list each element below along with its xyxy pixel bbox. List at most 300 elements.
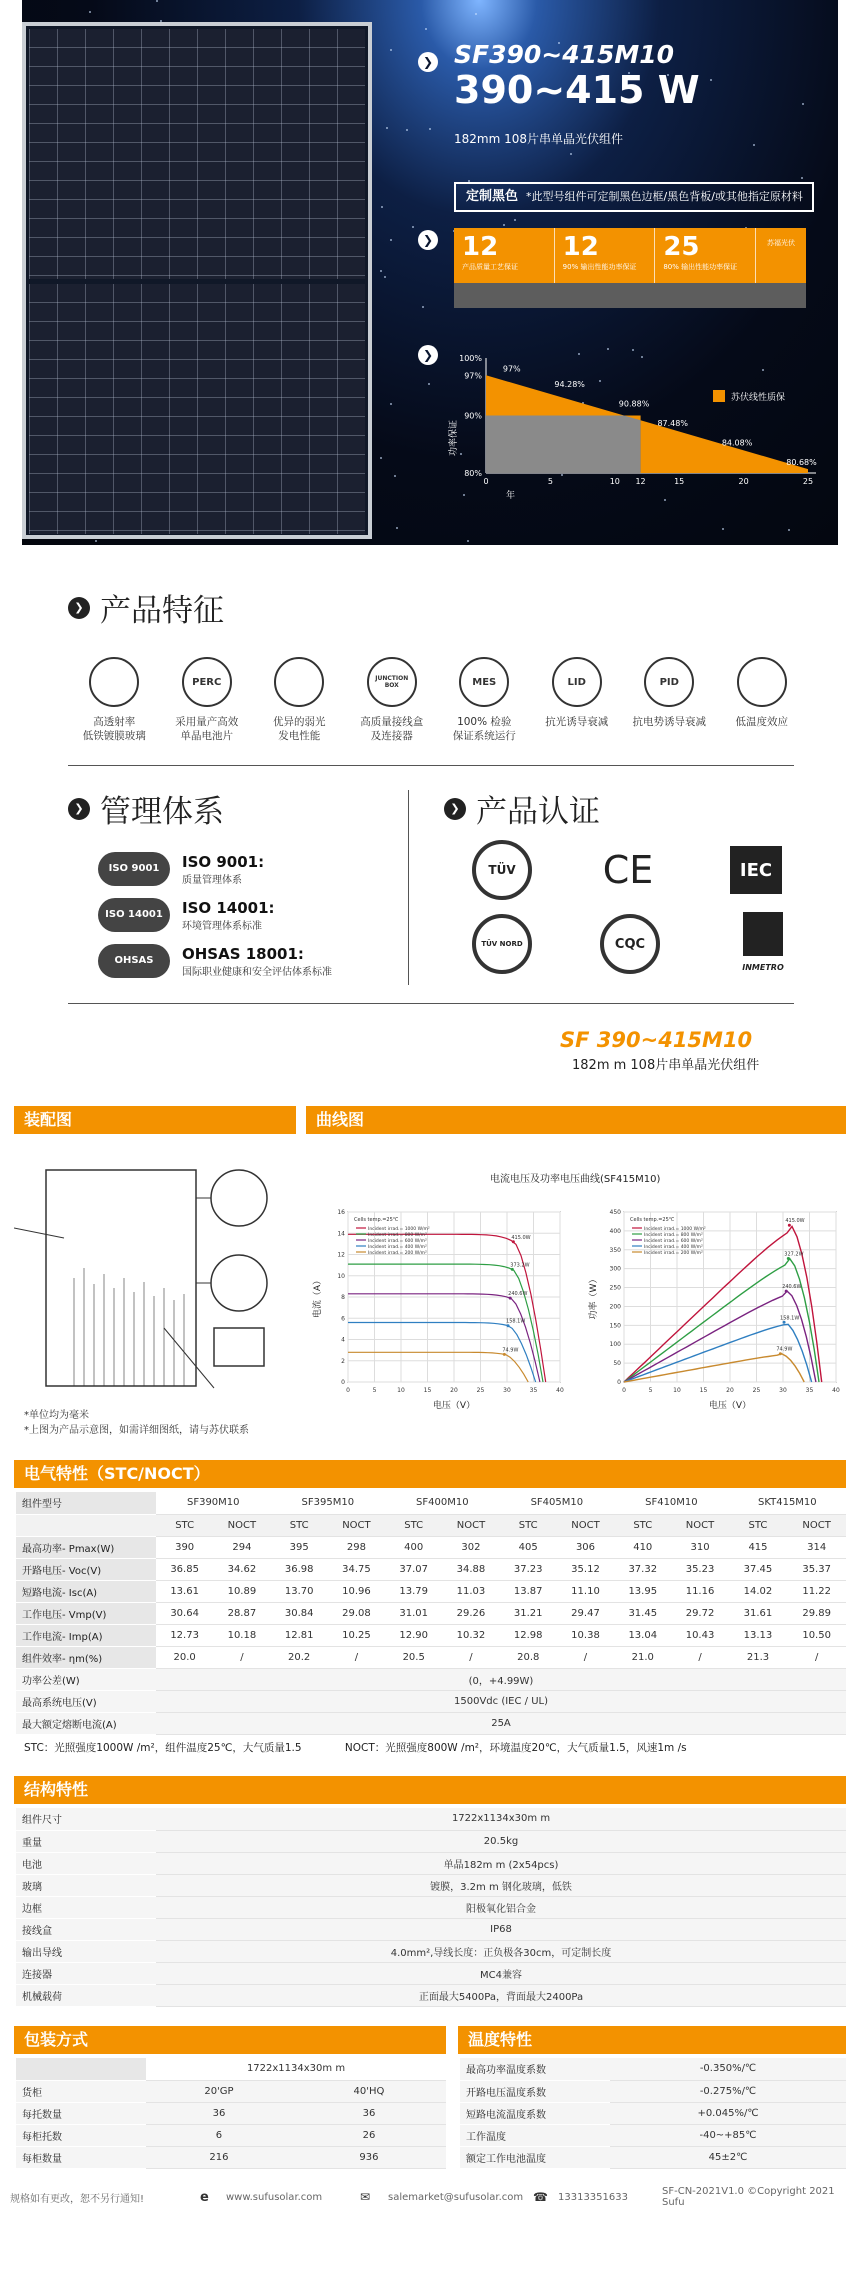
row-label: 最大额定熔断电流(A) bbox=[16, 1712, 156, 1734]
warranty-caption: 90% 输出性能功率保证 bbox=[562, 263, 637, 271]
footer-notice: 规格如有更改，恕不另行通知! bbox=[10, 2193, 145, 2205]
feature-icon: PERC bbox=[182, 657, 232, 707]
feature-label: 采用量产高效 bbox=[175, 716, 239, 728]
warranty-caption: 80% 输出性能功率保证 bbox=[663, 263, 738, 271]
footer-phone: 13313351633 bbox=[558, 2191, 628, 2203]
power-label: 415.0W bbox=[511, 1234, 531, 1241]
table-row bbox=[16, 1690, 846, 1712]
stc-header: STC bbox=[271, 1514, 328, 1536]
chart-annotation: Cells temp.=25℃ bbox=[630, 1217, 675, 1223]
mail-icon: ✉ bbox=[360, 2190, 371, 2204]
star bbox=[390, 49, 392, 51]
table-cell: 34.75 bbox=[328, 1558, 385, 1580]
iso-name: ISO 14001: bbox=[182, 898, 275, 917]
row-label: 短路电流温度系数 bbox=[460, 2102, 610, 2124]
feature-item bbox=[438, 657, 531, 743]
y-tick-label: 250 bbox=[609, 1284, 621, 1292]
table-row bbox=[460, 2124, 846, 2146]
feature-icon: MES bbox=[459, 657, 509, 707]
star bbox=[89, 11, 91, 13]
star bbox=[467, 540, 469, 542]
row-label: 最高功率温度系数 bbox=[460, 2058, 610, 2080]
table-cell: 35.23 bbox=[671, 1558, 728, 1580]
stc-header: STC bbox=[385, 1514, 442, 1536]
feature-item bbox=[346, 657, 439, 743]
star bbox=[503, 224, 505, 226]
row-label: 电池 bbox=[16, 1852, 156, 1874]
table-header-row bbox=[16, 1492, 846, 1514]
table-cell: MC4兼容 bbox=[156, 1962, 846, 1984]
table-cell: 30.84 bbox=[271, 1602, 328, 1624]
table-cell: / bbox=[671, 1646, 728, 1668]
chevron-right-icon: ❯ bbox=[444, 798, 466, 820]
table-cell: / bbox=[442, 1646, 499, 1668]
table-header-row bbox=[16, 2058, 446, 2080]
features-heading bbox=[68, 585, 224, 630]
star bbox=[788, 529, 790, 531]
table-cell: 395 bbox=[271, 1536, 328, 1558]
y-tick-label: 50 bbox=[613, 1360, 621, 1368]
table-cell: 13.70 bbox=[271, 1580, 328, 1602]
decay-warranty-chart bbox=[448, 348, 838, 508]
table-cell: 镀膜，3.2m m 钢化玻璃，低铁 bbox=[156, 1874, 846, 1896]
row-label: 每柜托数 bbox=[16, 2124, 146, 2146]
table-cell: 单晶182m m (2x54pcs) bbox=[156, 1852, 846, 1874]
table-row bbox=[16, 1668, 846, 1690]
table-cell: 31.61 bbox=[729, 1602, 788, 1624]
star bbox=[386, 127, 388, 129]
table-cell: 14.02 bbox=[729, 1580, 788, 1602]
table-cell: 936 bbox=[292, 2146, 446, 2168]
iso-badge: ISO 14001 bbox=[98, 898, 170, 932]
table-row bbox=[16, 1940, 846, 1962]
iso-9001 bbox=[98, 852, 264, 886]
table-row bbox=[16, 2102, 446, 2124]
row-label: 工作电流- Imp(A) bbox=[16, 1624, 156, 1646]
table-cell: 20'GP bbox=[146, 2080, 292, 2102]
warranty-bar bbox=[454, 228, 806, 283]
model-header: SKT415M10 bbox=[729, 1492, 846, 1514]
legend-entry: Incident irrad.= 200 W/m² bbox=[644, 1251, 703, 1256]
power-label: 373.2W bbox=[510, 1262, 530, 1269]
star bbox=[381, 206, 383, 208]
table-cell: 13.87 bbox=[500, 1580, 557, 1602]
vertical-divider bbox=[408, 790, 409, 985]
table-row bbox=[16, 1852, 846, 1874]
star bbox=[422, 306, 424, 308]
tuv-nord-logo: TÜV NORD bbox=[472, 914, 532, 974]
divider bbox=[68, 1003, 794, 1004]
footer-copyright: SF-CN-2021V1.0 ©Copyright 2021 Sufu bbox=[662, 2186, 835, 2208]
pv-curve-chart bbox=[586, 1192, 846, 1412]
packing-heading: 包装方式 bbox=[14, 2026, 446, 2054]
legend-entry: Incident irrad.= 800 W/m² bbox=[644, 1233, 703, 1238]
table-cell: / bbox=[328, 1646, 385, 1668]
table-row bbox=[460, 2080, 846, 2102]
table-cell: 10.32 bbox=[442, 1624, 499, 1646]
noct-header: NOCT bbox=[671, 1514, 728, 1536]
table-cell: 36 bbox=[146, 2102, 292, 2124]
y-tick-label: 350 bbox=[609, 1246, 621, 1254]
table-cell: 37.23 bbox=[500, 1558, 557, 1580]
legend-entry: Incident irrad.= 400 W/m² bbox=[368, 1245, 427, 1250]
model-header: SF410M10 bbox=[614, 1492, 729, 1514]
table-cell: 6 bbox=[146, 2124, 292, 2146]
model-header: SF390M10 bbox=[156, 1492, 271, 1514]
row-label: 额定工作电池温度 bbox=[460, 2146, 610, 2168]
feature-label: 发电性能 bbox=[278, 730, 321, 742]
feature-label: 优异的弱光 bbox=[273, 716, 326, 728]
phone-icon: ☎ bbox=[533, 2190, 548, 2204]
stc-header: STC bbox=[729, 1514, 788, 1536]
row-label: 玻璃 bbox=[16, 1874, 156, 1896]
table-cell: 10.50 bbox=[787, 1624, 846, 1646]
legend-entry: Incident irrad.= 600 W/m² bbox=[368, 1239, 427, 1244]
noct-header: NOCT bbox=[328, 1514, 385, 1536]
warranty-item bbox=[655, 228, 756, 283]
frame-profile bbox=[214, 1328, 264, 1366]
tuv-logo: TÜV bbox=[472, 840, 532, 900]
decay-xlabel: 年 bbox=[506, 491, 516, 501]
packing-table bbox=[16, 2058, 446, 2169]
panel-upper-half bbox=[29, 29, 365, 279]
table-row bbox=[16, 1558, 846, 1580]
row-label: 连接器 bbox=[16, 1962, 156, 1984]
custom-black-label: 定制黑色 bbox=[466, 189, 519, 204]
table-cell: 20.5 bbox=[385, 1646, 442, 1668]
table-cell: 21.3 bbox=[729, 1646, 788, 1668]
iso-14001 bbox=[98, 898, 275, 932]
ce-logo: CE bbox=[602, 848, 654, 892]
noct-header: NOCT bbox=[213, 1514, 270, 1536]
x-axis-label: 电压（V） bbox=[432, 1401, 476, 1411]
table-cell: 12.81 bbox=[271, 1624, 328, 1646]
iso-badge: OHSAS 18001 bbox=[98, 944, 170, 978]
x-axis-label: 电压（V） bbox=[708, 1401, 752, 1411]
power-label: 158.1W bbox=[506, 1318, 526, 1325]
table-cell: 12.73 bbox=[156, 1624, 213, 1646]
table-cell: 正面最大5400Pa，背面最大2400Pa bbox=[156, 1984, 846, 2006]
table-cell: / bbox=[787, 1646, 846, 1668]
feature-label: 抗光诱导衰减 bbox=[545, 716, 609, 728]
decay-value-label: 94.28% bbox=[554, 379, 585, 389]
star bbox=[428, 383, 430, 385]
table-row bbox=[16, 2124, 446, 2146]
iv-curve-chart bbox=[310, 1192, 570, 1412]
table-row bbox=[16, 1874, 846, 1896]
star bbox=[802, 103, 804, 105]
y-tick-label: 0 bbox=[341, 1379, 345, 1386]
legend-swatch bbox=[713, 390, 725, 402]
y-tick-label: 16 bbox=[337, 1209, 345, 1216]
decay-value-label: 87.48% bbox=[657, 418, 688, 428]
table-cell: 37.32 bbox=[614, 1558, 671, 1580]
table-cell: 11.16 bbox=[671, 1580, 728, 1602]
iso-desc: 质量管理体系 bbox=[182, 874, 242, 886]
row-label: 机械载荷 bbox=[16, 1984, 156, 2006]
iso-name: OHSAS 18001: bbox=[182, 944, 304, 963]
model-header: SF395M10 bbox=[271, 1492, 386, 1514]
model-header: SF405M10 bbox=[500, 1492, 615, 1514]
star bbox=[412, 226, 414, 228]
decay-value-label: 84.08% bbox=[721, 438, 753, 448]
legend-entry: Incident irrad.= 1000 W/m² bbox=[644, 1227, 706, 1232]
leader-line bbox=[164, 1328, 214, 1388]
table-cell: 12.90 bbox=[385, 1624, 442, 1646]
table-cell: -0.275%/℃ bbox=[610, 2080, 846, 2102]
model-header: SF400M10 bbox=[385, 1492, 500, 1514]
table-row bbox=[16, 1712, 846, 1734]
hero-subtitle: 182mm 108片串单晶光伏组件 bbox=[454, 132, 624, 146]
table-row bbox=[16, 1808, 846, 1830]
star bbox=[475, 13, 477, 15]
custom-black-box bbox=[454, 182, 814, 212]
warranty-number: 12 bbox=[462, 232, 499, 262]
assembly-note: *单位均为毫米 bbox=[24, 1410, 89, 1421]
table-cell: 25A bbox=[156, 1712, 846, 1734]
noct-header: NOCT bbox=[557, 1514, 614, 1536]
footer-email[interactable]: salemarket@sufusolar.com bbox=[388, 2191, 524, 2203]
table-cell: 13.95 bbox=[614, 1580, 671, 1602]
table-cell: 314 bbox=[787, 1536, 846, 1558]
star bbox=[394, 475, 396, 477]
power-label: 74.9W bbox=[776, 1346, 793, 1353]
chevron-right-icon: ❯ bbox=[418, 52, 438, 72]
power-label: 74.9W bbox=[502, 1347, 519, 1354]
table-cell: 1500Vdc (IEC / UL) bbox=[156, 1690, 846, 1712]
x-tick-label: 20 bbox=[450, 1387, 458, 1394]
table-cell: IP68 bbox=[156, 1918, 846, 1940]
star bbox=[156, 0, 158, 2]
y-tick-label: 14 bbox=[337, 1230, 345, 1238]
detail-circle-top bbox=[211, 1170, 267, 1226]
table-cell: 26 bbox=[292, 2124, 446, 2146]
x-tick-label: 5 bbox=[547, 477, 553, 486]
warranty-caption: 产品质量工艺保证 bbox=[462, 263, 518, 271]
table-cell: 13.79 bbox=[385, 1580, 442, 1602]
table-cell: 29.08 bbox=[328, 1602, 385, 1624]
grey-block bbox=[486, 416, 641, 474]
x-tick-label: 15 bbox=[699, 1387, 708, 1394]
power-range-title: 390~415 W bbox=[454, 68, 700, 112]
warranty-shadow bbox=[454, 283, 806, 308]
electrical-table bbox=[16, 1492, 846, 1735]
assembly-note: *上图为产品示意图，如需详细图纸，请与苏伏联系 bbox=[24, 1425, 249, 1436]
iso-desc: 环境管理体系标准 bbox=[182, 920, 262, 932]
inmetro-logo: INMETRO bbox=[735, 912, 791, 972]
y-tick-label: 450 bbox=[609, 1209, 621, 1216]
features-title: 产品特征 bbox=[100, 593, 224, 629]
table-cell: 20.5kg bbox=[156, 1830, 846, 1852]
feature-list bbox=[68, 657, 808, 743]
star bbox=[95, 540, 97, 542]
table-cell: 40'HQ bbox=[292, 2080, 446, 2102]
table-cell: 30.64 bbox=[156, 1602, 213, 1624]
table-cell: +0.045%/℃ bbox=[610, 2102, 846, 2124]
structure-heading: 结构特性 bbox=[14, 1776, 846, 1804]
row-label: 边框 bbox=[16, 1896, 156, 1918]
y-axis-label: 功率（W） bbox=[589, 1274, 599, 1320]
chevron-right-icon: ❯ bbox=[418, 345, 438, 365]
table-cell: 10.89 bbox=[213, 1580, 270, 1602]
y-tick-label: 200 bbox=[609, 1303, 621, 1311]
x-tick-label: 0 bbox=[346, 1387, 350, 1394]
row-label: 最高系统电压(V) bbox=[16, 1690, 156, 1712]
model-title-repeat: SF 390~415M10 bbox=[560, 1028, 753, 1052]
temperature-heading: 温度特性 bbox=[458, 2026, 846, 2054]
table-cell: 306 bbox=[557, 1536, 614, 1558]
warranty-item bbox=[555, 228, 656, 283]
footer bbox=[0, 2186, 860, 2208]
iso-desc: 国际职业健康和安全评估体系标准 bbox=[182, 966, 332, 978]
star bbox=[380, 270, 382, 272]
chevron-right-icon: ❯ bbox=[418, 230, 438, 250]
table-cell: / bbox=[557, 1646, 614, 1668]
electrical-notes bbox=[24, 1740, 687, 1755]
table-row bbox=[460, 2058, 846, 2080]
table-cell: 37.45 bbox=[729, 1558, 788, 1580]
panel-lower-half bbox=[29, 284, 365, 534]
table-cell: / bbox=[213, 1646, 270, 1668]
table-row bbox=[16, 1962, 846, 1984]
table-cell: 1722x1134x30m m bbox=[156, 1808, 846, 1830]
feature-label: 低铁镀膜玻璃 bbox=[82, 730, 146, 742]
row-label: 开路电压温度系数 bbox=[460, 2080, 610, 2102]
custom-black-text: *此型号组件可定制黑色边框/黑色背板/或其他指定原材料 bbox=[526, 190, 803, 203]
star bbox=[380, 457, 382, 459]
table-row bbox=[16, 1646, 846, 1668]
row-label: 功率公差(W) bbox=[16, 1668, 156, 1690]
assembly-heading: 装配图 bbox=[14, 1106, 296, 1134]
assembly-notes bbox=[24, 1408, 249, 1438]
feature-icon bbox=[737, 657, 787, 707]
table-cell: 31.01 bbox=[385, 1602, 442, 1624]
power-label: 415.0W bbox=[785, 1218, 805, 1225]
x-tick-label: 15 bbox=[674, 477, 685, 486]
star bbox=[514, 219, 516, 221]
table-cell: 31.21 bbox=[500, 1602, 557, 1624]
table-cell: 310 bbox=[671, 1536, 728, 1558]
certification-title: 产品认证 bbox=[476, 794, 600, 830]
table-cell: 415 bbox=[729, 1536, 788, 1558]
x-tick-label: 10 bbox=[609, 477, 620, 486]
table-cell: 400 bbox=[385, 1536, 442, 1558]
x-tick-label: 20 bbox=[726, 1387, 734, 1394]
table-cell: 11.22 bbox=[787, 1580, 846, 1602]
table-cell: 216 bbox=[146, 2146, 292, 2168]
feature-label: 低温度效应 bbox=[735, 716, 788, 728]
table-cell: 4.0mm²,导线长度：正负极各30cm，可定制长度 bbox=[156, 1940, 846, 1962]
curves-heading: 曲线图 bbox=[306, 1106, 846, 1134]
table-cell: 10.25 bbox=[328, 1624, 385, 1646]
x-tick-label: 5 bbox=[372, 1387, 377, 1394]
table-cell: 10.96 bbox=[328, 1580, 385, 1602]
power-label: 240.6W bbox=[508, 1291, 528, 1298]
x-tick-label: 35 bbox=[805, 1387, 814, 1394]
decay-value-label: 80.68% bbox=[786, 458, 817, 468]
globe-icon: e bbox=[200, 2189, 209, 2205]
power-label: 240.6W bbox=[782, 1284, 802, 1291]
warranty-number: 25 bbox=[663, 232, 700, 262]
leader-line bbox=[14, 1228, 64, 1238]
row-label: 最高功率- Pmax(W) bbox=[16, 1536, 156, 1558]
decay-value-label: 97% bbox=[502, 364, 521, 374]
ohsas-18001 bbox=[98, 944, 332, 1000]
table-cell: 29.72 bbox=[671, 1602, 728, 1624]
x-tick-label: 5 bbox=[648, 1387, 653, 1394]
model-subtitle-repeat: 182m m 108片串单晶光伏组件 bbox=[572, 1058, 760, 1073]
feature-label: 及连接器 bbox=[370, 730, 413, 742]
x-tick-label: 0 bbox=[622, 1387, 626, 1394]
star bbox=[425, 28, 427, 30]
feature-icon: PID bbox=[644, 657, 694, 707]
table-row bbox=[460, 2102, 846, 2124]
iso-badge: ISO 9001 bbox=[98, 852, 170, 886]
star bbox=[753, 144, 755, 146]
table-row bbox=[16, 1896, 846, 1918]
y-tick-label: 150 bbox=[609, 1322, 621, 1330]
star bbox=[710, 79, 712, 81]
feature-item bbox=[531, 657, 624, 743]
table-row bbox=[16, 1624, 846, 1646]
table-cell: -40~+85℃ bbox=[610, 2124, 846, 2146]
y-tick-label: 100% bbox=[459, 354, 482, 363]
table-cell: 405 bbox=[500, 1536, 557, 1558]
management-title: 管理体系 bbox=[100, 794, 224, 830]
stc-note: STC：光照强度1000W /m²，组件温度25℃，大气质量1.5 bbox=[24, 1742, 302, 1754]
x-tick-label: 25 bbox=[802, 477, 814, 486]
table-cell: 10.18 bbox=[213, 1624, 270, 1646]
assembly-drawing bbox=[14, 1158, 294, 1398]
table-cell: 21.0 bbox=[614, 1646, 671, 1668]
star bbox=[801, 177, 803, 179]
y-tick-label: 8 bbox=[341, 1294, 345, 1301]
y-tick-label: 0 bbox=[617, 1379, 621, 1386]
y-tick-label: 12 bbox=[337, 1251, 345, 1259]
table-cell: 390 bbox=[156, 1536, 213, 1558]
solar-panel-image bbox=[22, 22, 372, 539]
table-cell: 294 bbox=[213, 1536, 270, 1558]
power-label: 327.2W bbox=[784, 1251, 804, 1258]
row-label: 输出导线 bbox=[16, 1940, 156, 1962]
table-cell: 20.8 bbox=[500, 1646, 557, 1668]
feature-label: 单晶电池片 bbox=[180, 730, 233, 742]
x-tick-label: 10 bbox=[673, 1387, 681, 1394]
table-cell bbox=[16, 1514, 156, 1536]
panel-outline bbox=[46, 1170, 196, 1386]
legend-entry: Incident irrad.= 400 W/m² bbox=[644, 1245, 703, 1250]
table-row bbox=[16, 1536, 846, 1558]
table-row bbox=[460, 2146, 846, 2168]
table-row bbox=[16, 1830, 846, 1852]
management-heading bbox=[68, 786, 224, 831]
footer-website[interactable]: www.sufusolar.com bbox=[226, 2191, 323, 2203]
noct-header: NOCT bbox=[442, 1514, 499, 1536]
star bbox=[722, 528, 724, 530]
table-cell: 28.87 bbox=[213, 1602, 270, 1624]
divider bbox=[68, 765, 794, 766]
feature-item bbox=[253, 657, 346, 743]
feature-icon bbox=[274, 657, 324, 707]
stc-header: STC bbox=[614, 1514, 671, 1536]
table-cell: 37.07 bbox=[385, 1558, 442, 1580]
y-tick-label: 400 bbox=[609, 1227, 621, 1235]
chevron-right-icon: ❯ bbox=[68, 597, 90, 619]
feature-icon: LID bbox=[552, 657, 602, 707]
detail-circle-mid bbox=[211, 1255, 267, 1311]
table-row bbox=[16, 2080, 446, 2102]
table-cell: 10.38 bbox=[557, 1624, 614, 1646]
